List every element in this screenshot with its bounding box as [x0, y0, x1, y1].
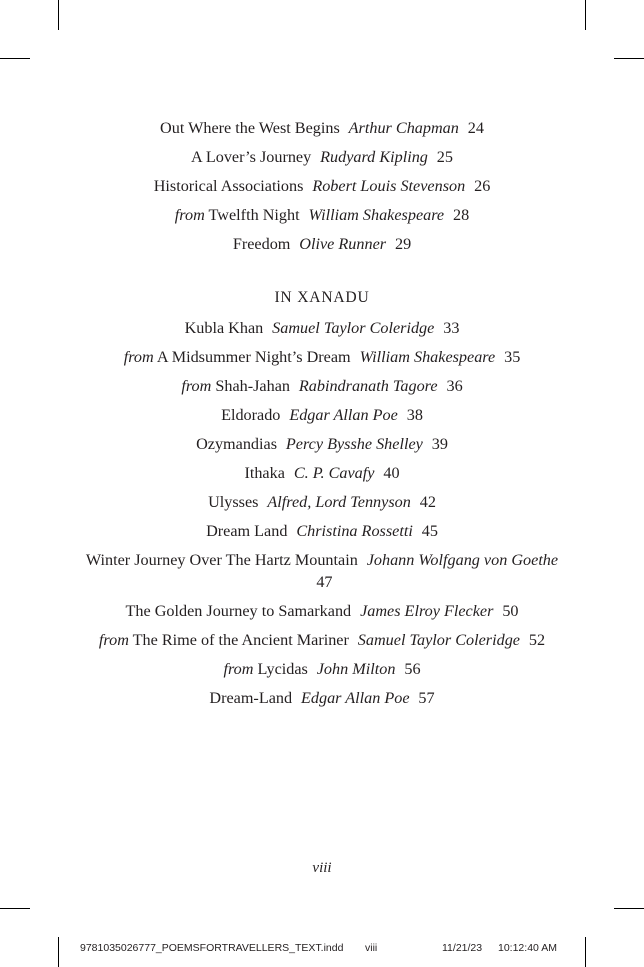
- toc-entry: [80, 234, 564, 256]
- entry-title: Historical Associations: [153, 177, 304, 195]
- entry-title: Freedom: [232, 235, 291, 253]
- crop-mark-top-right: [585, 0, 586, 30]
- toc-entry: [80, 492, 564, 514]
- entry-author: John Milton: [316, 659, 396, 678]
- entry-author: Robert Louis Stevenson: [312, 177, 466, 195]
- entry-page-number: 50: [502, 601, 519, 620]
- crop-mark-right-top: [614, 58, 644, 59]
- slug-date: 11/21/23: [442, 942, 483, 954]
- toc-entry: [80, 347, 564, 369]
- entry-author: James Elroy Flecker: [360, 601, 494, 620]
- entry-author: Edgar Allan Poe: [301, 688, 410, 707]
- entry-page-number: 39: [431, 435, 448, 453]
- entry-title: A Midsummer Night’s Dream: [156, 348, 351, 366]
- toc-entry: [80, 601, 564, 623]
- entry-page-number: 52: [528, 630, 546, 649]
- toc-entry: [80, 405, 564, 427]
- table-of-contents: [80, 118, 564, 717]
- section-heading: IN XANADU: [274, 288, 370, 306]
- entry-page-number: 26: [474, 177, 491, 195]
- entry-page-number: 33: [443, 319, 460, 337]
- entry-page-number: 24: [467, 119, 484, 137]
- crop-mark-left-bottom: [0, 908, 30, 909]
- toc-entry: [80, 521, 564, 543]
- slug-time: 10:12:40 AM: [498, 942, 557, 954]
- entry-page-number: 28: [453, 206, 470, 224]
- entry-title: Out Where the West Begins: [160, 119, 340, 137]
- entry-title: Eldorado: [221, 406, 281, 424]
- entry-author: Percy Bysshe Shelley: [285, 435, 423, 453]
- entry-page-number: 36: [446, 377, 463, 395]
- toc-entry: [80, 147, 564, 169]
- entry-title: Dream-Land: [209, 688, 293, 707]
- entry-title: Shah-Jahan: [215, 377, 290, 395]
- entry-prefix: from: [181, 377, 212, 395]
- entry-author: Johann Wolfgang von Goethe: [366, 551, 559, 569]
- page-folio: viii: [312, 860, 332, 876]
- entry-title: Lycidas: [257, 659, 308, 678]
- entry-page-number: 42: [419, 493, 436, 511]
- entry-author: Rabindranath Tagore: [298, 377, 438, 395]
- entry-author: Christina Rossetti: [296, 522, 413, 540]
- entry-title: Twelfth Night: [208, 206, 300, 224]
- crop-mark-bottom-left: [58, 937, 59, 967]
- entry-title: Kubla Khan: [184, 319, 264, 337]
- entry-page-number: 56: [404, 659, 421, 678]
- entry-author: Arthur Chapman: [348, 119, 459, 137]
- entry-page-number: 25: [436, 148, 453, 166]
- toc-entry: [80, 659, 564, 681]
- toc-entry: [80, 205, 564, 227]
- entry-author: William Shakespeare: [308, 206, 445, 224]
- entry-page-number: 35: [504, 348, 521, 366]
- entry-page-number: 40: [383, 464, 400, 482]
- entry-page-number: 57: [418, 688, 435, 707]
- toc-section-2: [80, 318, 564, 709]
- slug-page: viii: [365, 942, 378, 954]
- entry-title: Winter Journey Over The Hartz Mountain: [85, 551, 358, 569]
- entry-author: Samuel Taylor Coleridge: [357, 630, 520, 649]
- entry-prefix: from: [98, 630, 129, 649]
- entry-author: Samuel Taylor Coleridge: [272, 319, 435, 337]
- toc-entry: [80, 118, 564, 140]
- entry-title: Ozymandias: [196, 435, 277, 453]
- entry-author: Olive Runner: [299, 235, 387, 253]
- toc-entry: [80, 318, 564, 340]
- entry-author: C. P. Cavafy: [293, 464, 375, 482]
- entry-title: The Rime of the Ancient Mariner: [132, 630, 349, 649]
- toc-entry: [80, 176, 564, 198]
- entry-page-number: 45: [421, 522, 438, 540]
- crop-mark-bottom-right: [585, 937, 586, 967]
- crop-mark-top-left: [58, 0, 59, 30]
- entry-prefix: from: [123, 348, 154, 366]
- entry-prefix: from: [174, 206, 205, 224]
- entry-page-number: 47: [316, 572, 333, 591]
- toc-entry: [80, 630, 564, 652]
- toc-entry: [80, 376, 564, 398]
- crop-mark-right-bottom: [614, 908, 644, 909]
- entry-title: Ithaka: [244, 464, 285, 482]
- entry-author: Edgar Allan Poe: [289, 406, 398, 424]
- slug-filename: 9781035026777_POEMSFORTRAVELLERS_TEXT.indd: [80, 942, 344, 954]
- toc-entry: [80, 463, 564, 485]
- entry-page-number: 38: [406, 406, 423, 424]
- toc-section-1: [80, 118, 564, 256]
- entry-author: William Shakespeare: [359, 348, 496, 366]
- entry-title: A Lover’s Journey: [191, 148, 312, 166]
- crop-mark-left-top: [0, 58, 30, 59]
- entry-page-number: 29: [394, 235, 412, 253]
- toc-entry: [80, 688, 564, 710]
- entry-author: Alfred, Lord Tennyson: [267, 493, 411, 511]
- entry-title: Ulysses: [208, 493, 259, 511]
- entry-author: Rudyard Kipling: [320, 148, 428, 166]
- toc-entry: [80, 550, 564, 593]
- entry-title: The Golden Journey to Samarkand: [125, 601, 352, 620]
- entry-prefix: from: [223, 659, 254, 678]
- entry-title: Dream Land: [206, 522, 288, 540]
- toc-entry: [80, 434, 564, 456]
